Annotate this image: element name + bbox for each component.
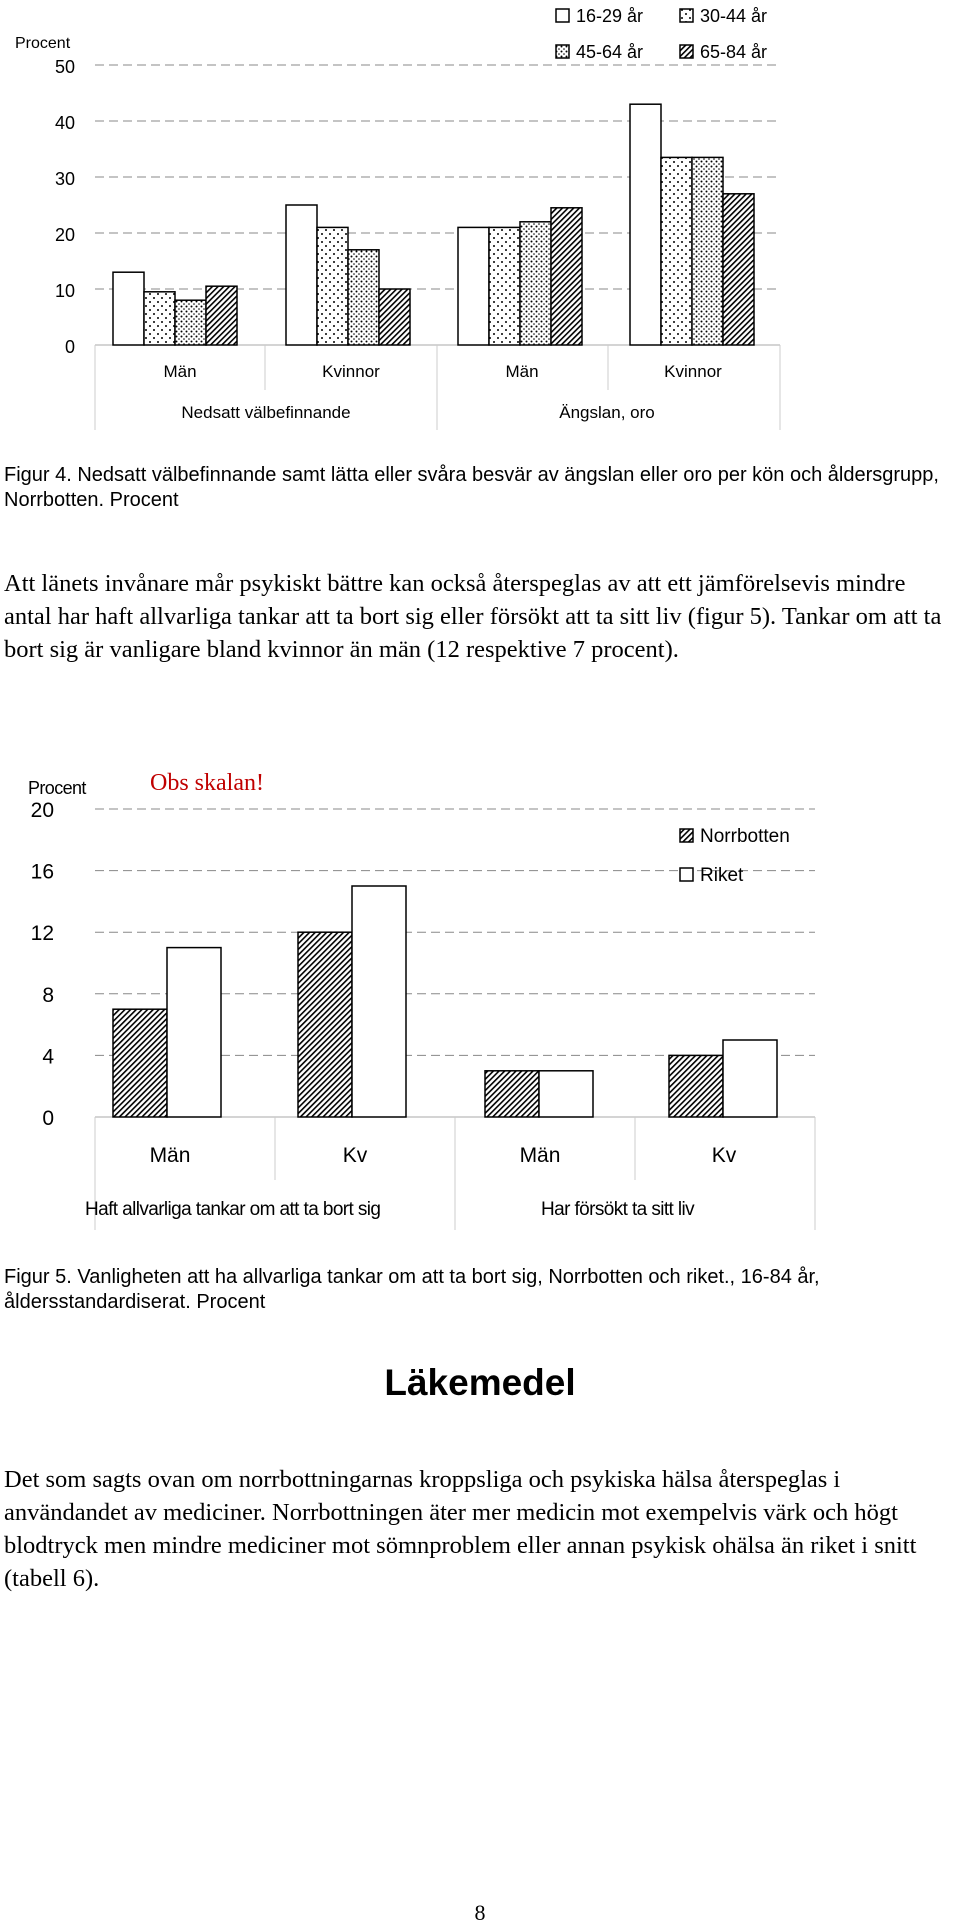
bar-Norrbotten bbox=[485, 1071, 539, 1117]
group-label: Haft allvarliga tankar om att ta bort sig bbox=[85, 1199, 381, 1220]
y-tick-label: 20 bbox=[30, 799, 54, 822]
figure-5-caption: Figur 5. Vanligheten att ha allvarliga tankar om att ta bort sig, Norrbotten och riket., 16-84 år, åldersstandardiserat. Procent bbox=[4, 1266, 820, 1313]
legend-label: Riket bbox=[700, 865, 744, 886]
bar-Norrbotten bbox=[669, 1055, 723, 1117]
chart-age-groups bbox=[0, 0, 960, 440]
bar-Norrbotten bbox=[113, 1009, 167, 1117]
x-category-label: Män bbox=[149, 1144, 191, 1167]
bar-45-64-år bbox=[692, 157, 723, 345]
legend-label: 30-44 år bbox=[700, 6, 768, 26]
legend-swatch bbox=[556, 45, 569, 58]
legend-swatch bbox=[680, 829, 693, 842]
y-tick-label: 40 bbox=[54, 113, 75, 133]
x-category-label: Män bbox=[163, 362, 197, 381]
bar-30-44-år bbox=[661, 157, 692, 345]
bar-30-44-år bbox=[144, 292, 175, 345]
x-category-label: Kv bbox=[342, 1144, 368, 1167]
legend-label: 16-29 år bbox=[576, 6, 644, 26]
bar-16-29-år bbox=[113, 272, 144, 345]
legend-label: 65-84 år bbox=[700, 42, 768, 62]
group-label: Ängslan, oro bbox=[559, 403, 655, 422]
y-axis-label: Procent bbox=[15, 35, 71, 52]
legend-swatch bbox=[680, 45, 693, 58]
bar-Riket bbox=[723, 1040, 777, 1117]
bar-Norrbotten bbox=[298, 932, 352, 1117]
bar-Riket bbox=[352, 886, 406, 1117]
page-number: 8 bbox=[474, 1900, 486, 1925]
bar-45-64-år bbox=[520, 222, 551, 345]
y-axis-label: Procent bbox=[28, 778, 86, 798]
chart-suicidal-thoughts bbox=[0, 760, 960, 1240]
bar-65-84-år bbox=[551, 208, 582, 345]
legend-label: 45-64 år bbox=[576, 42, 644, 62]
x-category-label: Män bbox=[505, 362, 539, 381]
bar-65-84-år bbox=[723, 194, 754, 345]
bar-30-44-år bbox=[317, 227, 348, 345]
y-tick-label: 0 bbox=[64, 337, 75, 357]
bar-Riket bbox=[167, 948, 221, 1117]
bar-65-84-år bbox=[379, 289, 410, 345]
legend-swatch bbox=[556, 9, 569, 22]
legend-label: Norrbotten bbox=[700, 826, 790, 847]
y-tick-label: 50 bbox=[54, 57, 75, 77]
body-paragraph-2: Det som sagts ovan om norrbottningarnas kroppsliga och psykiska hälsa återspeglas i användandet av mediciner. Norrbottningen äter mer medicin mot exempelvis värk och högt blodtryck men mindre mediciner mot sömnproblem eller annan psykisk ohälsa än riket i snitt (tabell 6). bbox=[4, 1466, 917, 1592]
section-heading: Läkemedel bbox=[384, 1362, 576, 1403]
bar-45-64-år bbox=[175, 300, 206, 345]
group-label: Nedsatt välbefinnande bbox=[181, 403, 351, 422]
x-category-label: Män bbox=[519, 1144, 561, 1167]
legend-swatch bbox=[680, 868, 693, 881]
y-tick-label: 10 bbox=[54, 281, 75, 301]
y-tick-label: 8 bbox=[42, 983, 54, 1007]
scale-note: Obs skalan! bbox=[150, 770, 264, 796]
body-paragraph-1: Att länets invånare mår psykiskt bättre kan också återspeglas av att ett jämförelsevis mindre antal har haft allvarliga tankar att ta bort sig eller försökt att ta sitt liv (figur 5). Tankar om att ta bort sig är vanligare bland kvinnor än män (12 respektive 7 procent). bbox=[4, 570, 942, 663]
bar-45-64-år bbox=[348, 250, 379, 345]
x-category-label: Kvinnor bbox=[664, 362, 722, 381]
x-category-label: Kvinnor bbox=[322, 362, 380, 381]
legend-swatch bbox=[680, 9, 693, 22]
y-tick-label: 0 bbox=[42, 1107, 54, 1130]
y-tick-label: 30 bbox=[54, 169, 75, 189]
bar-65-84-år bbox=[206, 286, 237, 345]
y-tick-label: 16 bbox=[30, 860, 54, 884]
group-label: Har försökt ta sitt liv bbox=[541, 1199, 695, 1220]
bar-16-29-år bbox=[286, 205, 317, 345]
bar-30-44-år bbox=[489, 227, 520, 345]
y-tick-label: 12 bbox=[30, 922, 54, 946]
bar-16-29-år bbox=[458, 227, 489, 345]
bar-16-29-år bbox=[630, 104, 661, 345]
bar-Riket bbox=[539, 1071, 593, 1117]
y-tick-label: 20 bbox=[54, 225, 75, 245]
figure-4-caption: Figur 4. Nedsatt välbefinnande samt lätta eller svåra besvär av ängslan eller oro per kön och åldersgrupp, Norrbotten. Procent bbox=[4, 464, 939, 511]
x-category-label: Kv bbox=[711, 1144, 737, 1167]
y-tick-label: 4 bbox=[42, 1045, 54, 1069]
